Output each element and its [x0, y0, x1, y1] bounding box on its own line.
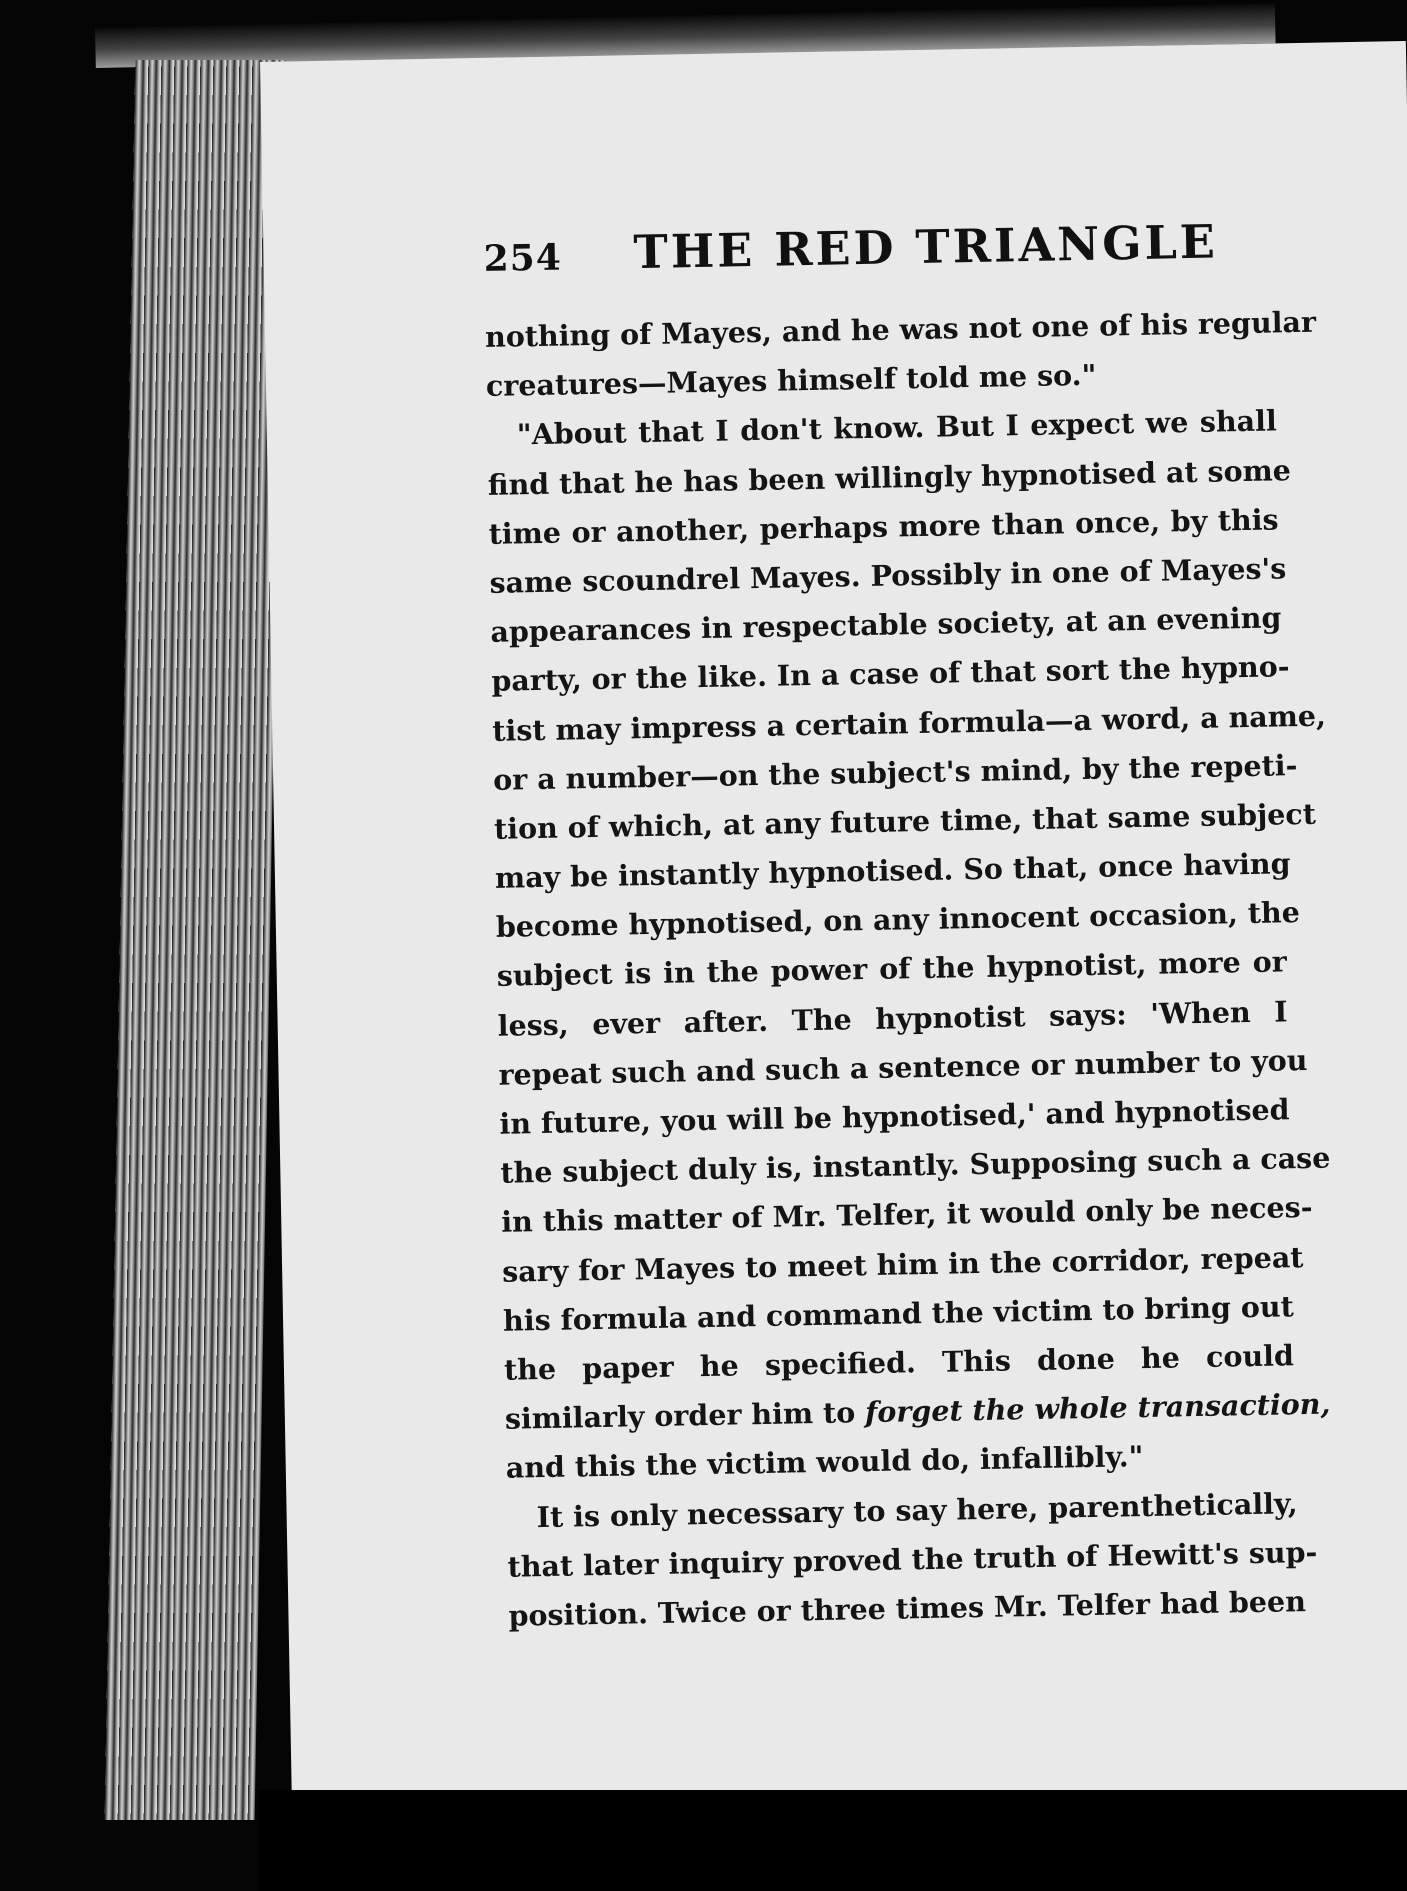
book-page: [260, 41, 1407, 1827]
text-line: nothing of Mayes, and he was not one of his regular: [484, 304, 1317, 354]
text-line: less, ever after. The hypnotist says: 'When I: [497, 993, 1288, 1043]
bottom-shadow: [258, 1790, 1407, 1891]
text-line: the paper he specified. This done he could: [503, 1338, 1295, 1387]
text-line: the subject duly is, instantly. Supposing such a case: [500, 1140, 1331, 1190]
text-line: position. Twice or three times Mr. Telfer had been: [508, 1583, 1307, 1633]
text-line: tist may impress a certain formula—a word, a name,: [491, 698, 1327, 748]
text-line: and this the victim would do, infallibly.": [505, 1439, 1144, 1486]
text-line: tion of which, at any future time, that same subject: [493, 796, 1317, 846]
text-line: same scoundrel Mayes. Possibly in one of Mayes's: [489, 551, 1287, 600]
text-line: find that he has been willingly hypnotised at some: [487, 452, 1292, 502]
text-line: or a number—on the subject's mind, by the repeti-: [492, 747, 1298, 797]
running-title: THE RED TRIANGLE: [633, 214, 1219, 280]
text-line: become hypnotised, on any innocent occasion, the: [495, 895, 1301, 945]
text-segment: similarly order him to: [504, 1395, 866, 1436]
page-number: 254: [483, 236, 563, 280]
text-line: in this matter of Mr. Telfer, it would only be neces-: [500, 1190, 1313, 1240]
text-line: It is only necessary to say here, parenthetically,: [536, 1485, 1298, 1534]
body-text: [484, 298, 1331, 1640]
text-line: party, or the like. In a case of that sort the hypno-: [491, 649, 1290, 699]
text-line: repeat such and such a sentence or number to you: [498, 1042, 1308, 1092]
text-line: time or another, perhaps more than once, by this: [488, 502, 1279, 551]
book-page-edges: [105, 60, 286, 1820]
text-line: in future, you will be hypnotised,' and hypnotised: [499, 1092, 1290, 1141]
text-line: "About that I don't know. But I expect we shall: [516, 403, 1278, 452]
text-line: that later inquiry proved the truth of Hewitt's sup-: [507, 1534, 1318, 1584]
text-line: appearances in respectable society, at an evening: [490, 600, 1282, 649]
text-line: his formula and command the victim to bring out: [502, 1289, 1295, 1338]
page-header: [483, 214, 1219, 297]
text-line: subject is in the power of the hypnotist, more or: [496, 944, 1287, 994]
text-line: creatures—Mayes himself told me so.": [485, 357, 1097, 404]
italic-phrase: forget the whole transaction,: [864, 1386, 1331, 1430]
text-line: sary for Mayes to meet him in the corridor, repeat: [501, 1239, 1304, 1289]
text-line: may be instantly hypnotised. So that, once having: [494, 846, 1291, 895]
